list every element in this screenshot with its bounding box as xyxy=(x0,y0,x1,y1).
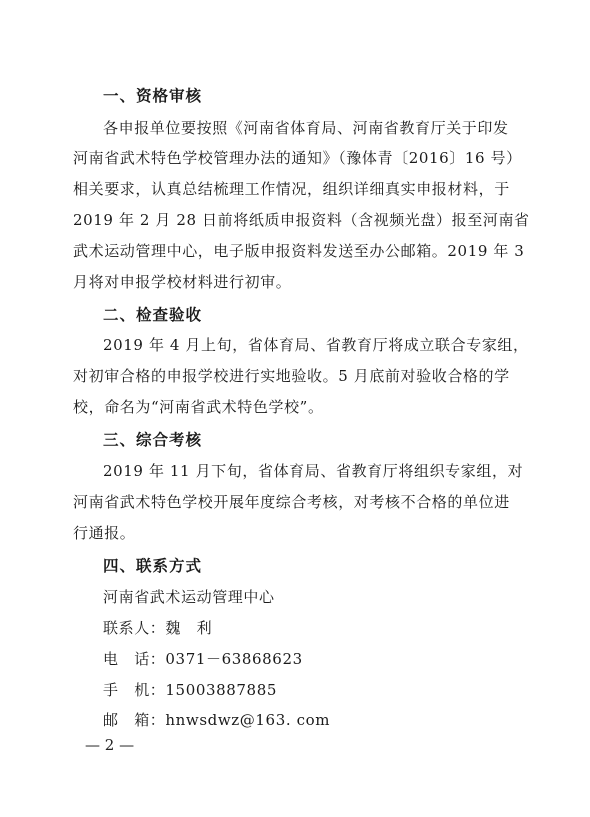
email-value: hnwsdwz@163. com xyxy=(165,711,331,729)
paragraph-line: 2019 年 11 月下旬，省体育局、省教育厅将组织专家组，对 xyxy=(103,462,524,480)
section-heading-qualification-review: 一、资格审核 xyxy=(103,87,203,105)
paragraph-line: 河南省武术特色学校开展年度综合考核，对考核不合格的单位进 xyxy=(73,493,510,511)
paragraph-line: 武术运动管理中心，电子版申报资料发送至办公邮箱。2019 年 3 xyxy=(73,242,525,260)
section-heading-comprehensive-assessment: 三、综合考核 xyxy=(103,431,203,449)
contact-organization: 河南省武术运动管理中心 xyxy=(103,588,275,606)
paragraph-line: 2019 年 2 月 28 日前将纸质申报资料（含视频光盘）报至河南省 xyxy=(73,211,530,229)
contact-person-value: 魏 利 xyxy=(165,619,213,637)
paragraph-line: 各申报单位要按照《河南省体育局、河南省教育厅关于印发 xyxy=(103,119,509,137)
paragraph-line: 河南省武术特色学校管理办法的通知》（豫体青〔2016〕16 号） xyxy=(73,149,522,167)
paragraph-line: 月将对申报学校材料进行初审。 xyxy=(73,273,292,291)
section-heading-inspection-acceptance: 二、检查验收 xyxy=(103,306,203,324)
phone-value: 0371－63868623 xyxy=(165,650,303,668)
mobile-value: 15003887885 xyxy=(165,681,277,699)
paragraph-line: 行通报。 xyxy=(73,524,136,542)
contact-person-row xyxy=(103,617,212,638)
contact-person-label: 联系人： xyxy=(103,619,166,637)
mobile-label: 手 机： xyxy=(103,681,166,699)
paragraph-line: 相关要求，认真总结梳理工作情况，组织详细真实申报材料，于 xyxy=(73,180,510,198)
phone-row xyxy=(103,648,303,669)
email-row xyxy=(103,709,330,730)
paragraph-line: 对初审合格的申报学校进行实地验收。5 月底前对验收合格的学 xyxy=(73,367,510,385)
paragraph-line: 2019 年 4 月上旬，省体育局、省教育厅将成立联合专家组， xyxy=(103,336,529,354)
phone-label: 电 话： xyxy=(103,650,166,668)
email-label: 邮 箱： xyxy=(103,711,166,729)
page-number: — 2 — xyxy=(85,736,135,754)
mobile-row xyxy=(103,679,277,700)
paragraph-line: 校，命名为“河南省武术特色学校”。 xyxy=(73,398,324,416)
section-heading-contact-info: 四、联系方式 xyxy=(103,557,203,575)
